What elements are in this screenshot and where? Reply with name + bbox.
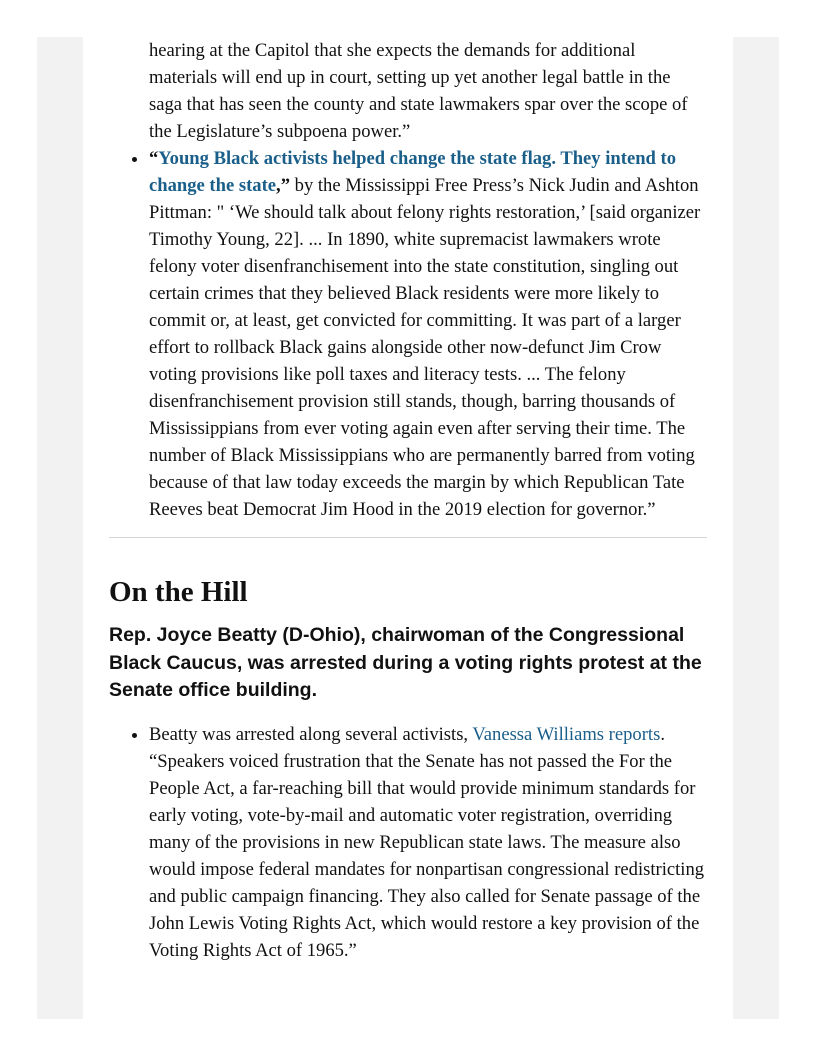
article-link-vanessa-williams[interactable]: Vanessa Williams reports — [472, 723, 661, 745]
section-title: On the Hill — [109, 576, 248, 608]
section-divider — [109, 537, 707, 538]
list-item — [149, 721, 707, 964]
list-item-prefix: Beatty was arrested along several activists, — [149, 723, 473, 745]
section-subhead: Rep. Joyce Beatty (D-Ohio), chairwoman of the Congressional Black Caucus, was arrested during a voting rights protest at the Senate office building. — [109, 624, 702, 701]
close-quote: ,” — [276, 175, 290, 196]
bullet-list-bottom — [109, 721, 707, 964]
left-margin-panel — [37, 37, 83, 1019]
list-item-continued — [149, 37, 707, 145]
article-content — [109, 37, 707, 964]
list-item-text: by the Mississippi Free Press’s Nick Judin and Ashton Pittman: " ‘We should talk about felony rights restoration,’ [said organizer Timothy Young, 22]. ... In 1890, white supremacist lawmakers wrote felony voter disenfranchisement into the state constitution, singling out certain crimes that they believed Black residents were more likely to commit or, at least, get convicted for committing. It was part of a larger effort to rollback Black gains alongside other now-defunct Jim Crow voting provisions like poll taxes and literacy tests. ... The felony disenfranchisement provision still stands, though, barring thousands of Mississippians from ever voting again even after serving their time. The number of Black Mississippians who are permanently barred from voting because of that law today exceeds the margin by which Republican Tate Reeves beat Democrat Jim Hood in the 2019 election for governor.” — [149, 175, 701, 520]
list-item-text: hearing at the Capitol that she expects the demands for additional materials will end up in court, setting up yet another legal battle in the saga that has seen the county and state lawmakers spar over the scope of the Legislature’s subpoena power.” — [149, 40, 688, 142]
list-item — [149, 145, 707, 523]
right-margin-panel — [733, 37, 779, 1019]
article-link-state-flag[interactable]: Young Black activists helped change the state flag. They intend to change the state — [149, 148, 677, 196]
bullet-list-top — [109, 37, 707, 523]
list-item-text: . “Speakers voiced frustration that the Senate has not passed the For the People Act, a far-reaching bill that would provide minimum standards for early voting, vote-by-mail and automatic voter registration, overriding many of the provisions in new Republican state laws. The measure also would impose federal mandates for nonpartisan congressional redistricting and public campaign financing. They also called for Senate passage of the John Lewis Voting Rights Act, which would restore a key provision of the Voting Rights Act of 1965.” — [149, 723, 705, 961]
open-quote: “ — [149, 148, 159, 169]
